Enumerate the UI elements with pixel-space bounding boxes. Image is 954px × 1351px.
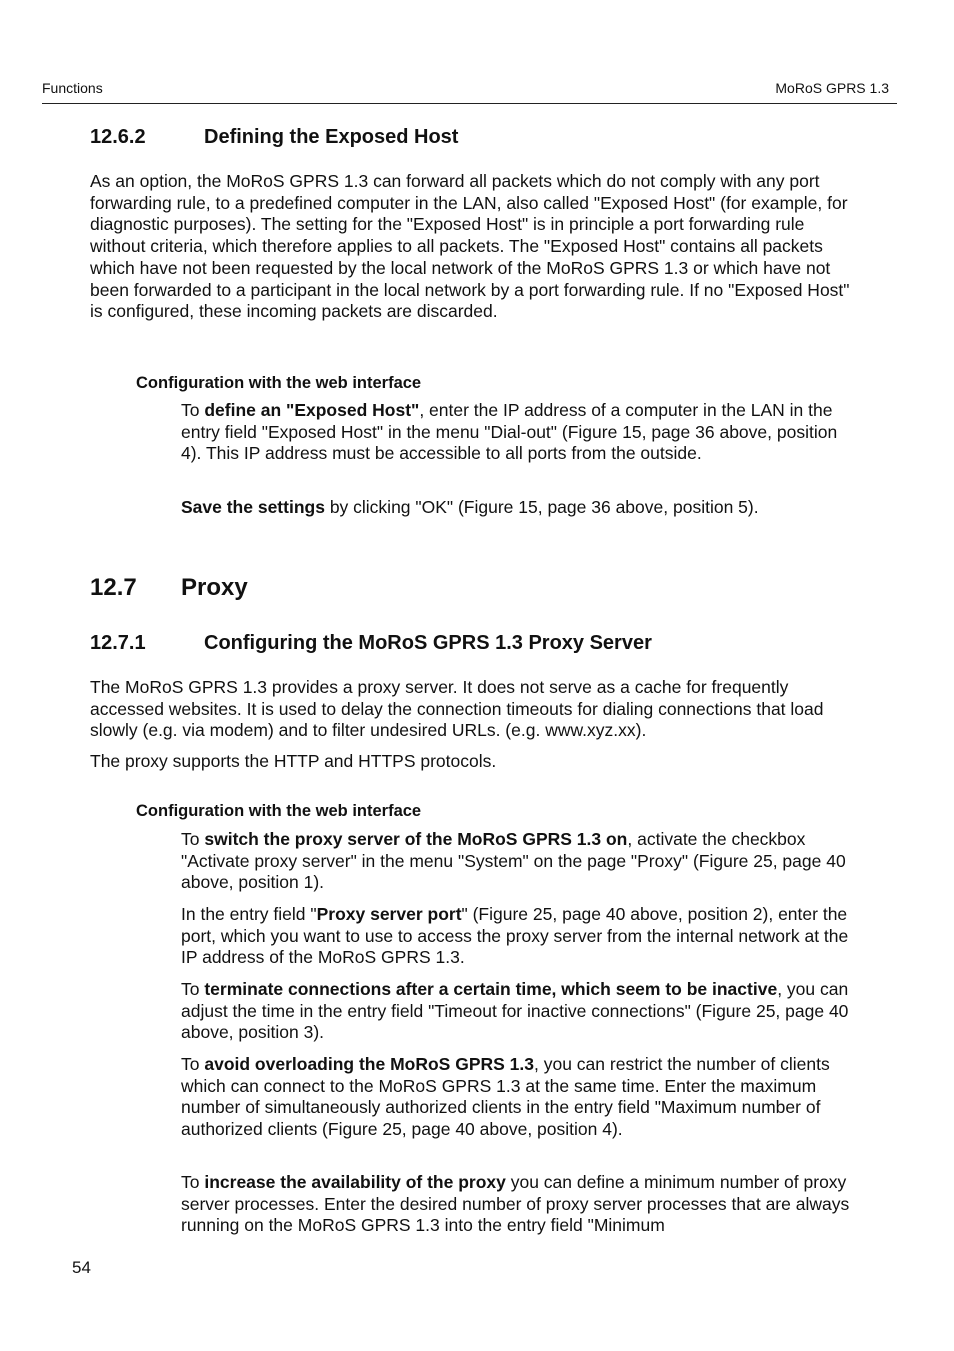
proxy-protocols: The proxy supports the HTTP and HTTPS protocols. bbox=[90, 751, 497, 771]
exposed-host-define: To define an "Exposed Host", enter the IP address of a computer in the LAN in the entry field "Exposed Host" in the menu "Dial-out" (Figure 15, page 36 above, position 4). This IP address must be accessible to all ports from the outside. bbox=[181, 400, 838, 464]
header-product: MoRoS GPRS 1.3 bbox=[775, 80, 889, 96]
config-heading: Configuration with the web interface bbox=[136, 374, 422, 392]
heading-title: Proxy bbox=[181, 574, 248, 601]
proxy-timeout: To terminate connections after a certain time, which seem to be inactive, you can adjust the time in the entry field "Timeout for inactive connections" (Figure 25, page 40 above, position 3). bbox=[181, 979, 849, 1043]
heading-12-6-2 bbox=[90, 126, 458, 149]
proxy-intro: The MoRoS GPRS 1.3 provides a proxy server. It does not serve as a cache for frequently accessed websites. It is used to delay the connection timeouts for dialing connections that load slowly (e.g. via modem) and to filter undesired URLs. (e.g. www.xyz.xx). bbox=[90, 677, 824, 741]
exposed-host-intro: As an option, the MoRoS GPRS 1.3 can forward all packets which do not comply with any port forwarding rule, to a predefined computer in the LAN, also called "Exposed Host" (for example, for diagnostic purposes). The setting for the "Exposed Host" is in principle a port forwarding rule without criteria, which therefore applies to all packets. The "Exposed Host" contains all packets which have not been requested by the local network of the MoRoS GPRS 1.3 or which have not been forwarded to a participant in the local network by a port forwarding rule. If no "Exposed Host" is configured, these incoming packets are discarded. bbox=[90, 171, 850, 322]
heading-title: Defining the Exposed Host bbox=[204, 126, 459, 148]
heading-12-7 bbox=[90, 574, 248, 602]
page-number: 54 bbox=[72, 1258, 91, 1277]
proxy-max-clients: To avoid overloading the MoRoS GPRS 1.3, you can restrict the number of clients which can connect to the MoRoS GPRS 1.3 at the same time. Enter the maximum number of simultaneously authorized clients in the entry field "Maximum number of authorized clients (Figure 25, page 40 above, position 4). bbox=[181, 1054, 830, 1140]
heading-number: 12.7 bbox=[90, 574, 137, 601]
proxy-server-port: In the entry field "Proxy server port" (Figure 25, page 40 above, position 2), enter the port, which you want to use to access the proxy server from the internal network at the IP address of the MoRoS GPRS 1.3. bbox=[181, 904, 849, 968]
heading-number: 12.7.1 bbox=[90, 632, 146, 654]
exposed-host-save: Save the settings by clicking "OK" (Figure 15, page 36 above, position 5). bbox=[181, 497, 759, 517]
config-heading: Configuration with the web interface bbox=[136, 802, 422, 820]
proxy-switch-on: To switch the proxy server of the MoRoS GPRS 1.3 on, activate the checkbox "Activate proxy server" in the menu "System" on the page "Proxy" (Figure 25, page 40 above, position 1). bbox=[181, 829, 846, 893]
heading-number: 12.6.2 bbox=[90, 126, 146, 148]
proxy-min-processes: To increase the availability of the proxy you can define a minimum number of proxy server processes. Enter the desired number of proxy server processes that are always running on the MoRoS GPRS 1.3 into the entry field "Minimum bbox=[181, 1172, 850, 1236]
header-chapter: Functions bbox=[42, 80, 103, 96]
heading-title: Configuring the MoRoS GPRS 1.3 Proxy Server bbox=[204, 632, 652, 654]
heading-12-7-1 bbox=[90, 632, 652, 655]
running-header bbox=[42, 80, 897, 104]
